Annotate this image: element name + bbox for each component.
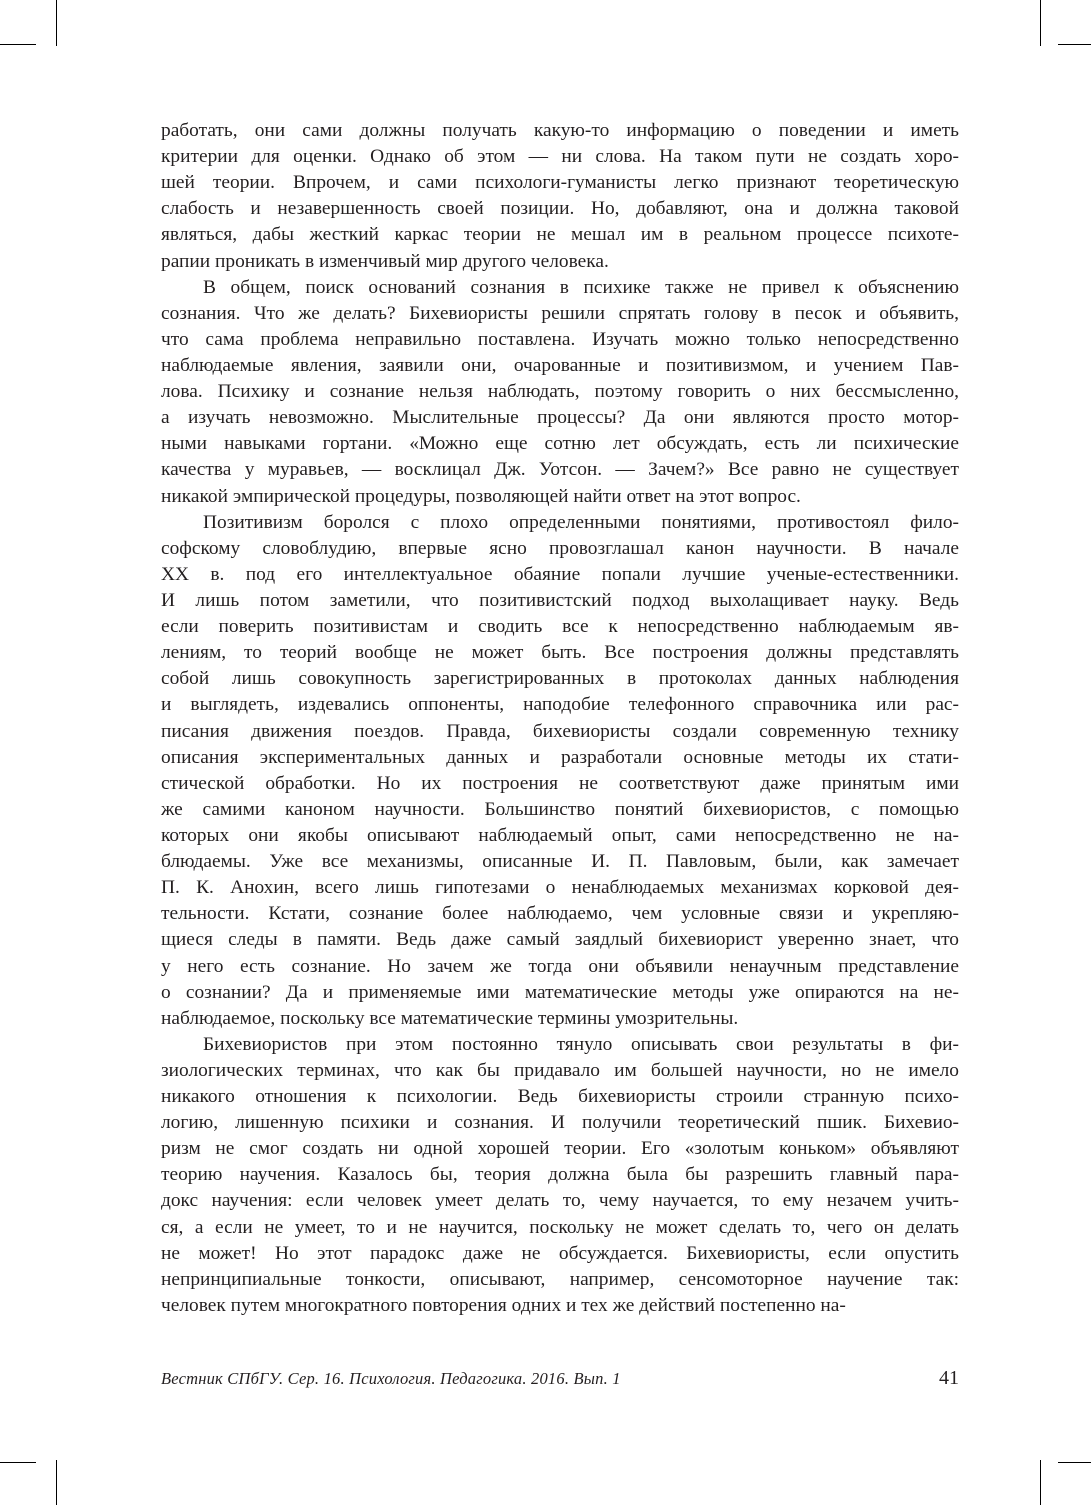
text-line: логию, лишенную психики и сознания. И получили теоретический пшик. Бихевио- [161, 1112, 959, 1134]
text-line: что сама проблема неправильно поставлена. Изучать можно только непосредственно [161, 328, 959, 350]
text-line: сознания. Что же делать? Бихевиористы решили спрятать голову в песок и объявить, [161, 302, 959, 324]
text-line: рапии проникать в изменчивый мир другого человека. [161, 250, 609, 272]
text-line: являться, дабы жесткий каркас теории не мешал им в реальном процессе психоте- [161, 224, 959, 246]
text-line: тельности. Кстати, сознание более наблюдаемо, чем условные связи и укрепляю- [161, 903, 959, 925]
text-line: Позитивизм боролся с плохо определенными понятиями, противостоял фило- [203, 511, 959, 533]
paragraph [161, 118, 959, 275]
text-line: ся, а если не умеет, то и не научится, поскольку не может сделать то, чего он делать [161, 1216, 959, 1238]
text-line: наблюдаемое, поскольку все математические термины умозрительны. [161, 1007, 739, 1029]
crop-mark-top-right-vertical [1040, 0, 1041, 46]
text-line: качества у муравьев, — восклицал Дж. Уотсон. — Зачем?» Все равно не существует [161, 459, 959, 481]
text-line: ными навыками гортани. «Можно еще сотню лет обсуждать, есть ли психические [161, 433, 959, 455]
text-line: шей теории. Впрочем, и сами психологи-гуманисты легко признают теоретическую [161, 172, 959, 194]
text-line: И лишь потом заметили, что позитивистский подход выхолащивает науку. Ведь [161, 589, 959, 611]
text-line: щиеся следы в памяти. Ведь даже самый заядлый бихевиорист уверенно знает, что [161, 929, 959, 951]
text-line: В общем, поиск оснований сознания в психике также не привел к объяснению [203, 276, 959, 298]
text-line: о сознании? Да и применяемые ими математические методы уже опираются на не- [161, 981, 959, 1003]
text-line: описания экспериментальных данных и разработали основные методы их стати- [161, 746, 959, 768]
journal-citation: Вестник СПбГУ. Сер. 16. Психология. Педагогика. 2016. Вып. 1 [161, 1369, 621, 1388]
paragraph [161, 510, 959, 1032]
paragraph [161, 1032, 959, 1319]
text-line: которых они якобы описывают наблюдаемый опыт, сами непосредственно не на- [161, 824, 959, 846]
text-line: слабость и незавершенность своей позиции. Но, добавляют, она и должна таковой [161, 198, 959, 220]
crop-mark-bottom-right-vertical [1040, 1460, 1041, 1505]
text-line: зиологических терминах, что как бы придавало им большей научности, но не имело [161, 1059, 959, 1081]
text-line: у него есть сознание. Но зачем же тогда они объявили ненаучным представление [161, 955, 959, 977]
page-number: 41 [939, 1367, 959, 1389]
text-line: блюдаемы. Уже все механизмы, описанные И. П. Павловым, были, как замечает [161, 851, 959, 873]
text-line: непринципиальные тонкости, описывают, например, сенсомоторное научение так: [161, 1268, 959, 1290]
crop-mark-bottom-left-vertical [56, 1460, 57, 1505]
text-line: если поверить позитивистам и сводить все к непосредственно наблюдаемым яв- [161, 616, 959, 638]
text-line: Бихевиористов при этом постоянно тянуло описывать свои результаты в фи- [203, 1033, 959, 1055]
paragraph [161, 275, 959, 510]
text-line: ризм не смог создать ни одной хорошей теории. Его «золотым коньком» объявляют [161, 1138, 959, 1160]
crop-mark-top-right-horizontal [1058, 44, 1091, 45]
text-line: лениям, то теорий вообще не может быть. Все построения должны представлять [161, 642, 959, 664]
text-line: теорию научения. Казалось бы, теория должна была бы разрешить главный пара- [161, 1164, 959, 1186]
text-line: лова. Психику и сознание нельзя наблюдать, поэтому говорить о них бессмысленно, [161, 381, 959, 403]
body-text [161, 118, 959, 1319]
text-line: П. К. Анохин, всего лишь гипотезами о ненаблюдаемых механизмах корковой дея- [161, 877, 959, 899]
crop-mark-top-left-vertical [56, 0, 57, 46]
text-line: наблюдаемые явления, заявили они, очарованные и позитивизмом, и учением Пав- [161, 354, 959, 376]
text-line: работать, они сами должны получать какую-то информацию о поведении и иметь [161, 120, 959, 141]
text-line: и выглядеть, издевались оппоненты, наподобие телефонного справочника или рас- [161, 694, 959, 716]
crop-mark-top-left-horizontal [0, 44, 36, 45]
text-line: софскому словоблудию, впервые ясно провозглашал канон научности. В начале [161, 537, 959, 559]
text-line: а изучать невозможно. Мыслительные процессы? Да они являются просто мотор- [161, 407, 959, 429]
text-line: писания движения поездов. Правда, бихевиористы создали современную технику [161, 720, 959, 742]
text-line: не может! Но этот парадокс даже не обсуждается. Бихевиористы, если опустить [161, 1242, 959, 1264]
text-line: докс научения: если человек умеет делать то, чему научается, то ему незачем учить- [161, 1190, 959, 1212]
text-line: XX в. под его интеллектуальное обаяние попали лучшие ученые-естественники. [161, 563, 959, 585]
text-line: критерии для оценки. Однако об этом — ни слова. На таком пути не создать хоро- [161, 146, 959, 168]
text-line: же самими каноном научности. Большинство понятий бихевиористов, с помощью [161, 798, 959, 820]
page-footer [161, 1367, 959, 1393]
crop-mark-bottom-left-horizontal [0, 1462, 36, 1463]
text-line: никакой эмпирической процедуры, позволяющей найти ответ на этот вопрос. [161, 485, 801, 507]
text-line: никакого отношения к психологии. Ведь бихевиористы строили странную психо- [161, 1086, 959, 1108]
text-line: собой лишь совокупность зарегистрированных в протоколах данных наблюдения [161, 668, 959, 690]
text-line: стической обработки. Но их построения не соответствуют даже принятым ими [161, 772, 959, 794]
crop-mark-bottom-right-horizontal [1058, 1462, 1091, 1463]
text-line: человек путем многократного повторения одних и тех же действий постепенно на- [161, 1294, 846, 1316]
